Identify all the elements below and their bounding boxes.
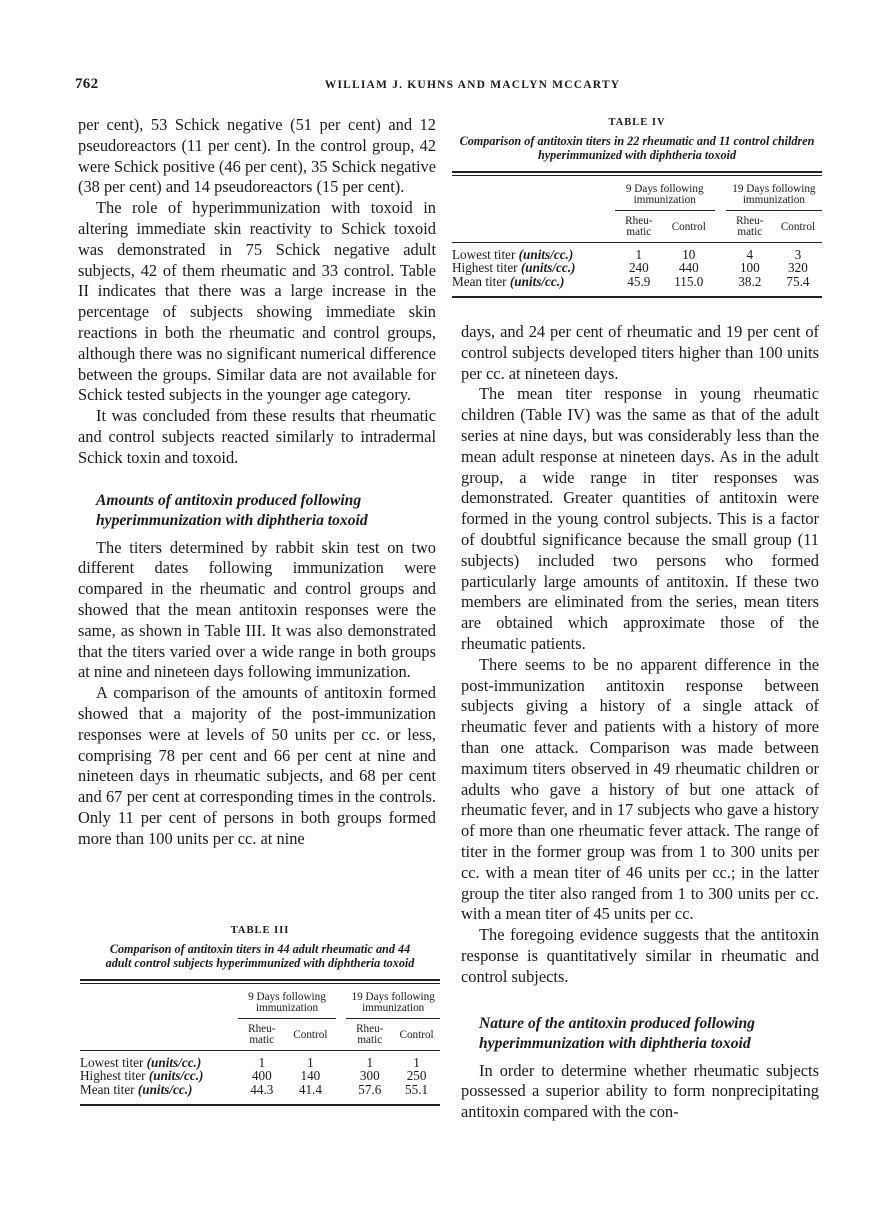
table-title: TABLE IV xyxy=(608,117,666,128)
table-cell: 10 xyxy=(682,247,696,262)
table-cell: 240 xyxy=(628,260,649,276)
running-head: WILLIAM J. KUHNS AND MACLYN MCCARTY xyxy=(324,79,621,91)
table-cell: 1 xyxy=(366,1055,374,1070)
right-column xyxy=(461,322,819,1123)
table-cell: 440 xyxy=(678,260,699,276)
table-cell: 57.6 xyxy=(358,1081,382,1097)
table-iv-grid xyxy=(452,182,822,288)
column-header: Control xyxy=(774,211,822,243)
table-cell: 140 xyxy=(300,1068,321,1084)
paragraph: The role of hyperimmunization with toxoid in altering immediate skin reactivity to Schick toxoid was demonstrated in 75 Schick negative adult subjects, 42 of them rheumatic and 33 control. Table II indicates that there was a large increase in the percentage of subjects showing immediate skin reactions in both the rheumatic and control groups, although there was no significant numerical difference between the groups. Similar data are not available for Schick tested subjects in the younger age category. xyxy=(78,198,436,405)
table-cell: 250 xyxy=(406,1068,427,1084)
table-cell: 300 xyxy=(359,1068,380,1084)
table-iii-grid xyxy=(80,990,440,1096)
section-heading: Nature of the antitoxin produced following hyperimmunization with diphtheria toxoid xyxy=(479,1014,755,1052)
table-row xyxy=(80,1051,440,1070)
table-bottom-rule xyxy=(80,1104,440,1106)
column-header: Rheu-matic xyxy=(615,211,663,243)
section-heading: Amounts of antitoxin produced following hyperimmunization with diphtheria toxoid xyxy=(96,491,368,530)
table-cell: 1 xyxy=(258,1055,266,1070)
paragraph: per cent), 53 Schick negative (51 per cent) and 12 pseudoreactors (11 per cent). In the control group, 42 were Schick positive (46 per cent), 35 Schick negative (38 per cent) and 14 pseudoreactors (15 per cent). xyxy=(78,115,436,197)
table-cell: 3 xyxy=(794,247,802,262)
paragraph: In order to determine whether rheumatic subjects possessed a superior ability to form nonprecipitating antitoxin compared with the con- xyxy=(461,1060,819,1122)
table-cell: 44.3 xyxy=(250,1081,274,1097)
table-row xyxy=(452,243,822,262)
paragraph: days, and 24 per cent of rheumatic and 19 per cent of control subjects developed titers higher than 100 units per cc. at nineteen days. xyxy=(461,322,819,383)
row-label: Mean titer xyxy=(80,1081,135,1097)
table-row xyxy=(452,275,822,288)
row-label: Lowest titer xyxy=(452,247,516,262)
table-title: TABLE III xyxy=(230,925,290,936)
group-header: 9 Days following immunization xyxy=(238,990,335,1019)
table-cell: 55.1 xyxy=(405,1081,429,1097)
paragraph: The titers determined by rabbit skin test on two different dates following immunization were compared in the rheumatic and control groups and showed that the mean antitoxin responses were the same, as shown in Table III. It was also demonstrated that the titers varied over a wide range in both groups at nine and nineteen days following immunization. xyxy=(78,537,436,682)
table-cell: 1 xyxy=(635,247,643,262)
row-label: Highest titer xyxy=(80,1068,146,1084)
table-cell: 38.2 xyxy=(738,273,762,289)
paragraph: It was concluded from these results that rheumatic and control subjects reacted similarly to intradermal Schick toxin and toxoid. xyxy=(78,406,436,467)
group-header: 9 Days following immunization xyxy=(615,182,715,211)
table-top-rule xyxy=(452,171,822,176)
table-iv xyxy=(452,117,822,298)
row-label: Mean titer xyxy=(452,273,507,289)
row-label: Highest titer xyxy=(452,260,518,276)
table-cell: 100 xyxy=(739,260,760,276)
row-unit: (units/cc.) xyxy=(148,1068,204,1084)
table-cell: 320 xyxy=(788,260,808,276)
table-row xyxy=(80,1083,440,1096)
row-unit: (units/cc.) xyxy=(520,260,576,276)
left-column xyxy=(78,115,436,850)
row-unit: (units/cc.) xyxy=(137,1081,193,1097)
table-iii xyxy=(80,925,440,1106)
table-cell: 1 xyxy=(413,1055,420,1070)
column-header: Control xyxy=(393,1019,440,1051)
table-bottom-rule xyxy=(452,296,822,298)
row-label: Lowest titer xyxy=(80,1055,144,1070)
column-header: Rheu-matic xyxy=(346,1019,393,1051)
page-number: 762 xyxy=(75,76,99,92)
table-row xyxy=(452,261,822,274)
table-cell: 75.4 xyxy=(786,273,810,289)
table-caption: Comparison of antitoxin titers in 44 adult rheumatic and 44 adult control subjects hyperimmunized with diphtheria toxoid xyxy=(105,942,415,970)
table-cell: 400 xyxy=(251,1068,272,1084)
paragraph: The mean titer response in young rheumatic children (Table IV) was the same as that of the adult series at nine days, but was considerably less than the mean adult response at nineteen days. As in the adult group, a wide range in titer responses was demonstrated. Greater quantities of antitoxin were formed in the young control subjects. This is a factor of doubtful significance because the small group (11 subjects) included two persons who formed particularly large amounts of antitoxin. If these two members are eliminated from the series, mean titers are obtained which approximate those of the rheumatic patients. xyxy=(461,384,819,653)
table-cell: 1 xyxy=(307,1055,314,1070)
table-caption: Comparison of antitoxin titers in 22 rheumatic and 11 control children hyperimmunized with diphtheria toxoid xyxy=(459,134,815,162)
paragraph: A comparison of the amounts of antitoxin formed showed that a majority of the post-immunization responses were at levels of 50 units per cc. or less, comprising 78 per cent and 66 per cent at nine and nineteen days in rheumatic subjects, and 68 per cent and 67 per cent at corresponding times in the controls. Only 11 per cent of persons in both groups formed more than 100 units per cc. at nine xyxy=(78,683,436,848)
row-unit: (units/cc.) xyxy=(509,273,565,289)
table-cell: 115.0 xyxy=(674,273,704,289)
group-header: 19 Days following immunization xyxy=(726,182,822,211)
table-top-rule xyxy=(80,979,440,984)
column-header: Control xyxy=(285,1019,335,1051)
row-unit: (units/cc.) xyxy=(146,1055,202,1070)
column-header: Rheu-matic xyxy=(238,1019,285,1051)
column-header: Rheu-matic xyxy=(726,211,774,243)
row-unit: (units/cc.) xyxy=(518,247,574,262)
column-header: Control xyxy=(663,211,715,243)
table-cell: 41.4 xyxy=(298,1081,322,1097)
table-cell: 45.9 xyxy=(627,273,651,289)
paragraph: The foregoing evidence suggests that the antitoxin response is quantitatively similar in rheumatic and control subjects. xyxy=(461,925,819,986)
table-row xyxy=(80,1069,440,1082)
table-cell: 4 xyxy=(746,247,754,262)
group-header: 19 Days following immunization xyxy=(346,990,440,1019)
paragraph: There seems to be no apparent difference in the post-immunization antitoxin response between subjects giving a history of a single attack of rheumatic fever and patients with a history of more than one attack. Comparison was made between maximum titers observed in 49 rheumatic children or adults who gave a history of but one attack of rheumatic fever, and in 17 subjects who gave a history of more than one rheumatic fever attack. The range of titer in the former group was from 1 to 300 units per cc. with a mean titer of 46 units per cc.; in the latter group the titer also ranged from 1 to 300 units per cc. with a mean titer of 45 units per cc. xyxy=(461,654,819,924)
